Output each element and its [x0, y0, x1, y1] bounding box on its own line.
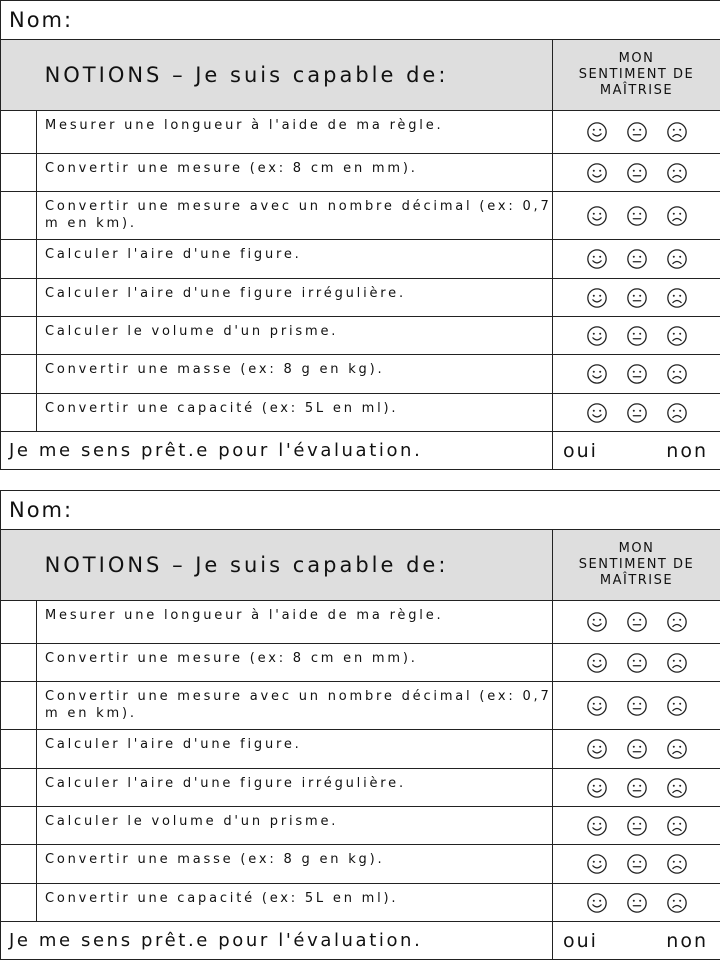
smiley-happy-icon[interactable]: [586, 695, 608, 717]
self-assessment-sheet-2: [0, 490, 720, 960]
smiley-neutral-icon[interactable]: [626, 402, 648, 424]
smiley-happy-icon[interactable]: [586, 777, 608, 799]
skill-row: [1, 845, 720, 884]
mastery-rating: [553, 644, 720, 682]
name-label: Nom:: [9, 8, 74, 32]
smiley-neutral-icon[interactable]: [626, 777, 648, 799]
name-field[interactable]: [1, 491, 720, 530]
mastery-rating: [553, 279, 720, 317]
no-option[interactable]: non: [666, 440, 709, 462]
skill-label: Mesurer une longueur à l'aide de ma règle.: [37, 601, 553, 644]
smiley-sad-icon[interactable]: [666, 892, 688, 914]
mastery-rating: [553, 807, 720, 845]
smiley-happy-icon[interactable]: [586, 363, 608, 385]
skill-checkbox[interactable]: [1, 279, 37, 317]
skill-checkbox[interactable]: [1, 111, 37, 154]
skill-label: Convertir une mesure (ex: 8 cm en mm).: [37, 644, 553, 682]
skill-checkbox[interactable]: [1, 355, 37, 394]
mastery-header-line: MAÎTRISE: [599, 83, 674, 98]
skill-label: Convertir une mesure avec un nombre décimal (ex: 0,7 m en km).: [37, 192, 553, 240]
mastery-rating: [553, 154, 720, 192]
mastery-header-line: MON: [618, 541, 655, 556]
smiley-sad-icon[interactable]: [666, 162, 688, 184]
skill-row: [1, 730, 720, 769]
skill-row: [1, 601, 720, 644]
notions-header: NOTIONS – Je suis capable de:: [1, 530, 553, 601]
skill-label: Calculer l'aire d'une figure irrégulière.: [37, 769, 553, 807]
mastery-rating: [553, 111, 720, 154]
mastery-rating: [553, 394, 720, 432]
skill-row: [1, 240, 720, 279]
skill-checkbox[interactable]: [1, 730, 37, 769]
skill-label: Convertir une mesure avec un nombre décimal (ex: 0,7 m en km).: [37, 682, 553, 730]
skill-checkbox[interactable]: [1, 682, 37, 730]
skill-checkbox[interactable]: [1, 769, 37, 807]
skill-row: [1, 279, 720, 317]
skill-label: Calculer le volume d'un prisme.: [37, 807, 553, 845]
smiley-happy-icon[interactable]: [586, 121, 608, 143]
skill-checkbox[interactable]: [1, 192, 37, 240]
smiley-neutral-icon[interactable]: [626, 248, 648, 270]
smiley-neutral-icon[interactable]: [626, 363, 648, 385]
mastery-header: [553, 530, 720, 601]
smiley-neutral-icon[interactable]: [626, 695, 648, 717]
skill-row: [1, 884, 720, 922]
smiley-happy-icon[interactable]: [586, 738, 608, 760]
skill-row: [1, 192, 720, 240]
smiley-sad-icon[interactable]: [666, 121, 688, 143]
mastery-rating: [553, 355, 720, 394]
name-field[interactable]: [1, 1, 720, 40]
mastery-rating: [553, 601, 720, 644]
smiley-neutral-icon[interactable]: [626, 325, 648, 347]
ready-statement: Je me sens prêt.e pour l'évaluation.: [1, 432, 553, 470]
yes-option[interactable]: oui: [563, 440, 598, 462]
mastery-header-line: MON: [618, 51, 655, 66]
smiley-sad-icon[interactable]: [666, 205, 688, 227]
mastery-rating: [553, 682, 720, 730]
smiley-happy-icon[interactable]: [586, 325, 608, 347]
skill-label: Calculer l'aire d'une figure.: [37, 240, 553, 279]
assessment-table: [0, 490, 720, 960]
mastery-rating: [553, 884, 720, 922]
smiley-sad-icon[interactable]: [666, 695, 688, 717]
smiley-sad-icon[interactable]: [666, 287, 688, 309]
mastery-header-line: SENTIMENT DE: [578, 557, 695, 572]
smiley-neutral-icon[interactable]: [626, 205, 648, 227]
smiley-neutral-icon[interactable]: [626, 815, 648, 837]
skill-row: [1, 317, 720, 355]
skill-row: [1, 807, 720, 845]
skill-checkbox[interactable]: [1, 154, 37, 192]
smiley-sad-icon[interactable]: [666, 738, 688, 760]
skill-label: Calculer l'aire d'une figure irrégulière.: [37, 279, 553, 317]
mastery-rating: [553, 317, 720, 355]
mastery-header: [553, 40, 720, 111]
skill-checkbox[interactable]: [1, 394, 37, 432]
mastery-rating: [553, 769, 720, 807]
no-option[interactable]: non: [666, 930, 709, 952]
smiley-sad-icon[interactable]: [666, 777, 688, 799]
skill-checkbox[interactable]: [1, 240, 37, 279]
smiley-sad-icon[interactable]: [666, 611, 688, 633]
ready-choice: [553, 432, 720, 470]
skill-label: Convertir une capacité (ex: 5L en ml).: [37, 394, 553, 432]
skill-row: [1, 394, 720, 432]
skill-label: Calculer l'aire d'une figure.: [37, 730, 553, 769]
smiley-neutral-icon[interactable]: [626, 611, 648, 633]
smiley-happy-icon[interactable]: [586, 815, 608, 837]
ready-statement: Je me sens prêt.e pour l'évaluation.: [1, 922, 553, 960]
skill-checkbox[interactable]: [1, 317, 37, 355]
assessment-table: [0, 0, 720, 470]
skill-label: Calculer le volume d'un prisme.: [37, 317, 553, 355]
smiley-neutral-icon[interactable]: [626, 121, 648, 143]
skill-label: Convertir une masse (ex: 8 g en kg).: [37, 845, 553, 884]
mastery-header-line: SENTIMENT DE: [578, 67, 695, 82]
smiley-sad-icon[interactable]: [666, 815, 688, 837]
smiley-happy-icon[interactable]: [586, 652, 608, 674]
skill-row: [1, 154, 720, 192]
mastery-header-line: MAÎTRISE: [599, 573, 674, 588]
skill-row: [1, 769, 720, 807]
skill-row: [1, 111, 720, 154]
skill-label: Convertir une mesure (ex: 8 cm en mm).: [37, 154, 553, 192]
skill-row: [1, 682, 720, 730]
smiley-happy-icon[interactable]: [586, 248, 608, 270]
smiley-sad-icon[interactable]: [666, 402, 688, 424]
skill-label: Convertir une capacité (ex: 5L en ml).: [37, 884, 553, 922]
smiley-happy-icon[interactable]: [586, 205, 608, 227]
skill-row: [1, 355, 720, 394]
smiley-sad-icon[interactable]: [666, 325, 688, 347]
smiley-sad-icon[interactable]: [666, 853, 688, 875]
smiley-neutral-icon[interactable]: [626, 738, 648, 760]
skill-checkbox[interactable]: [1, 845, 37, 884]
mastery-rating: [553, 192, 720, 240]
skill-checkbox[interactable]: [1, 601, 37, 644]
smiley-happy-icon[interactable]: [586, 162, 608, 184]
smiley-happy-icon[interactable]: [586, 402, 608, 424]
smiley-neutral-icon[interactable]: [626, 162, 648, 184]
smiley-neutral-icon[interactable]: [626, 287, 648, 309]
smiley-sad-icon[interactable]: [666, 363, 688, 385]
ready-choice: [553, 922, 720, 960]
skill-label: Convertir une masse (ex: 8 g en kg).: [37, 355, 553, 394]
self-assessment-sheet-1: [0, 0, 720, 470]
mastery-rating: [553, 730, 720, 769]
skill-label: Mesurer une longueur à l'aide de ma règle.: [37, 111, 553, 154]
skill-checkbox[interactable]: [1, 884, 37, 922]
smiley-happy-icon[interactable]: [586, 853, 608, 875]
smiley-happy-icon[interactable]: [586, 611, 608, 633]
smiley-happy-icon[interactable]: [586, 287, 608, 309]
mastery-rating: [553, 845, 720, 884]
notions-header: NOTIONS – Je suis capable de:: [1, 40, 553, 111]
smiley-sad-icon[interactable]: [666, 652, 688, 674]
skill-checkbox[interactable]: [1, 807, 37, 845]
mastery-rating: [553, 240, 720, 279]
smiley-happy-icon[interactable]: [586, 892, 608, 914]
smiley-neutral-icon[interactable]: [626, 652, 648, 674]
skill-checkbox[interactable]: [1, 644, 37, 682]
yes-option[interactable]: oui: [563, 930, 598, 952]
skill-row: [1, 644, 720, 682]
smiley-neutral-icon[interactable]: [626, 853, 648, 875]
name-label: Nom:: [9, 498, 74, 522]
smiley-sad-icon[interactable]: [666, 248, 688, 270]
smiley-neutral-icon[interactable]: [626, 892, 648, 914]
